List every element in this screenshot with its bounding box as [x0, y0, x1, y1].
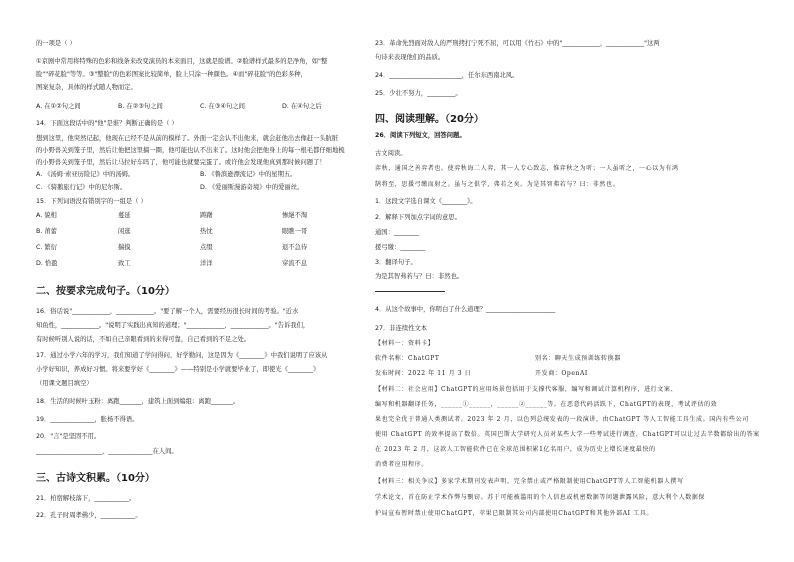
word: 惨絕不淘 — [282, 212, 308, 219]
q26-2a: 通国：________ — [375, 229, 420, 236]
q17-line: 17．通过小学六年的学习，我们知道了学问得问，好学勤问，这是因为《________》中我们说明了应该从 — [36, 352, 328, 359]
q22-line: 22．孔子时周孝佛少，___________。 — [36, 512, 142, 519]
q13-stem-end: 的一项是（ ） — [36, 40, 76, 47]
material-3-line: 护局宣布暂时禁止使用ChatGPT，苹果已限制其公司内部使用ChatGPT和其他外部AI 工具。 — [375, 510, 653, 517]
card-alias: 别名：聊天生成预训练转换器 — [535, 355, 621, 362]
q13-passage-line: ①京剧中常用将特殊的色彩和线条来改变演员的本来面目，这就是脸谱。②脸谱样式最多的是净角，如"整 — [36, 58, 328, 65]
material-2-line: 使用 ChatGPT 的效率提高了数倍。英国巴斯大学研究人员对某些大学一些考试进行调查，ChatGPT可以让过去半数都给出的答案 — [375, 431, 760, 438]
q13-passage-line: 图案复杂，具体的样式随人物而定。 — [36, 84, 137, 91]
word: 热忱 — [200, 228, 213, 235]
word: 致工 — [118, 260, 131, 267]
option-a[interactable]: A. 《汤姆·索亚历险记》中的汤姆。 — [36, 171, 135, 178]
q15-option-row[interactable] — [36, 228, 388, 236]
option-a[interactable]: A. 在①②句之间 — [36, 103, 81, 110]
material-3-line: 学术论文，首在防止学术作弊与剽窃。苏于可能被滥用的个人信息或机密数据等问题泄露风险，意大利个人数据保 — [375, 494, 706, 501]
material-2-line: 消费者应用程序。 — [375, 461, 428, 468]
material-3-line: 【材料三：相关争议】多家学术期刊发表声明，完全禁止或严格限制使用ChatGPT等人工智能机器人撰写 — [375, 478, 684, 485]
option-c[interactable]: C. 在③④句之间 — [200, 103, 245, 110]
section-3-heading: 三、古诗文积累。（10分） — [36, 473, 155, 484]
card-release-date: 发布时间：2022 年 11 月 3 日 — [375, 370, 472, 377]
q13-options — [36, 103, 388, 111]
word: 踌躇 — [200, 212, 213, 219]
word: A. 貌相 — [36, 212, 57, 219]
q14-options-row — [36, 171, 388, 179]
word: 闲逛 — [118, 228, 131, 235]
q27-title: 27．非连续性文本 — [375, 325, 428, 332]
q13-passage-line: 脸""碎花脸"等等。③"整脸"的色彩图案比较简单，脸上只涂一种颜色。④而"碎花脸"的色彩多种， — [36, 71, 307, 78]
q26-2: 2．解释下列加点字词的意思。 — [375, 214, 461, 221]
option-d[interactable]: D. 在④句之后 — [282, 103, 322, 110]
passage-line: 鹄将至，思援弓缴而射之。虽与之俱学，弗若之矣。为是其智弗若与？曰：非然也。 — [375, 181, 620, 188]
q19-line: 19．______________，胀杨不得语。 — [36, 416, 139, 423]
q16-line: 有时候听别人说的话，不如自己亲眼看到的来得可靠，自己看到的不足之处。 — [36, 336, 251, 343]
q24-line: 24．_______________________，任尔东西南北风。 — [375, 72, 519, 79]
q16-line: 16．俗话说"____________，____________。"要了解一个人，需要经历很长时间的考验。"近水 — [36, 308, 299, 315]
q15-option-row[interactable] — [36, 212, 388, 220]
q14-passage-line: 的小野兽关到笼子里，然后让马拉好车吗了，他可能也就要完蛋了。或许他会发现他真到那时候问题了！ — [36, 159, 326, 166]
word: 揣摸 — [118, 244, 131, 251]
q18-line: 18．生活的时候叶玉粉：离跑_______，建筑上面到编组：离跑_______。 — [36, 398, 240, 405]
q26-title: 26．阅读下列短文，回答问题。 — [375, 132, 466, 139]
section-4-heading: 四、阅读理解。（20分） — [375, 114, 484, 125]
q15-option-row[interactable] — [36, 244, 388, 252]
word: 穿流不息 — [282, 260, 308, 267]
passage-line: 弈秋，通国之善弈者也。使弈秋诲二人弈，其一人专心致志，惟弈秋之为听；一人虽听之，一心以为有鸿 — [375, 165, 679, 172]
q21-line: 21．柏宿解枝落下，___________。 — [36, 495, 136, 502]
q16-line: 知鱼性，____________。"说明了实践出真知的道理；"____________，____________。"告诉我们， — [36, 322, 310, 329]
material-2-line: 编写和机器翻译任务，______①______，______②______等。在恶意代码活跃下，ChatGPT的表现，考试评估的效 — [375, 401, 718, 408]
q17-line: （用课文题目填空） — [36, 380, 93, 387]
material-1-label: 【材料一：资料卡】 — [375, 340, 435, 347]
word: 洋洋 — [200, 260, 213, 267]
material-2-line: 【材料二：社会应用】ChatGPT的应用场景包括用于支撑代客服，编写和调试计算机程序，进行文案、 — [375, 386, 678, 393]
q14-options-row — [36, 184, 388, 192]
q26-4: 4．从这个故事中，你明白了什么道理？______________________ — [375, 306, 556, 313]
q26-2b: 援弓缴：________ — [375, 244, 426, 251]
q20-line: 20．"言"是坚固不用。 — [36, 433, 101, 440]
card-developer: 开发商：OpenAI — [535, 370, 588, 377]
q15-stem: 15．下列词语没有错别字的一组是（ ） — [36, 198, 147, 205]
word: C. 繁衍 — [36, 244, 57, 251]
material-2-line: 在 2023 年 2 月，这款人工智能软件已在全球范围积累1亿名用户，成为历史上增长速度最快的 — [375, 446, 656, 453]
material-2-line: 果也完全优于普通人类测试者。2023 年 2 月，以色列总统发表的一段演讲，由ChatGPT 等人工智能工具生成。国内有些公司 — [375, 416, 749, 423]
q26-1: 1．这段文字选自课文《________》。 — [375, 198, 477, 205]
q26-3: 3．翻译句子。 — [375, 259, 417, 266]
section-2-heading: 二、按要求完成句子。（10分） — [36, 286, 175, 297]
word: 眼瞧一哥 — [282, 228, 308, 235]
q23-line: 句诗来表现他们的品质。 — [375, 54, 445, 61]
card-software-name: 软件名称：ChatGPT — [375, 355, 440, 362]
q15-option-row[interactable] — [36, 260, 388, 268]
q17-line: 小学好知识，养成好习惯。将来要学好《________》——特别是小学就要毕业了，即使光《________》 — [36, 366, 320, 373]
answer-line[interactable] — [375, 290, 445, 292]
passage-title: 古文阅读。 — [375, 150, 407, 157]
q20-line: _____________________，______________在人间。 — [36, 448, 178, 455]
q23-line: 23．革命先烈面对敌人的严刑拷打宁死不屈，可以用《竹石》中的"____________，____________"这两 — [375, 40, 660, 47]
word: 蔓延 — [118, 212, 131, 219]
q14-stem: 14．下面这段话中的"他"是谁？判断正确的是（ ） — [36, 120, 178, 127]
q25-line: 25．少壮不努力，_________。 — [375, 90, 462, 97]
word: 点缀 — [200, 244, 213, 251]
option-b[interactable]: B. 《鲁滨逊漂流记》中的星期五。 — [200, 171, 297, 178]
word: 退不急待 — [282, 244, 308, 251]
q14-passage-line: 想到这里，他突然记起，他现在已经不是从前的模样了。外面一定会认不出他来，就会赶他出去像赶一头肮脏 — [36, 135, 339, 142]
word: D. 恰盈 — [36, 260, 58, 267]
q14-passage-line: 的小野兽关到笼子里，然后让他把这里搞一圈，他可能也认不出来了。这时他会把他身上的每一根毛都仔细地梳 — [36, 147, 345, 154]
option-b[interactable]: B. 在②③句之间 — [118, 103, 163, 110]
option-c[interactable]: C. 《骑鹅旅行记》中的尼尔斯。 — [36, 184, 127, 191]
option-d[interactable]: D. 《爱丽斯漫游奇境》中的爱丽丝。 — [200, 184, 304, 191]
word: B. 莆蕾 — [36, 228, 57, 235]
q26-3a: 为是其智弗若与？曰：非然也。 — [375, 273, 464, 280]
